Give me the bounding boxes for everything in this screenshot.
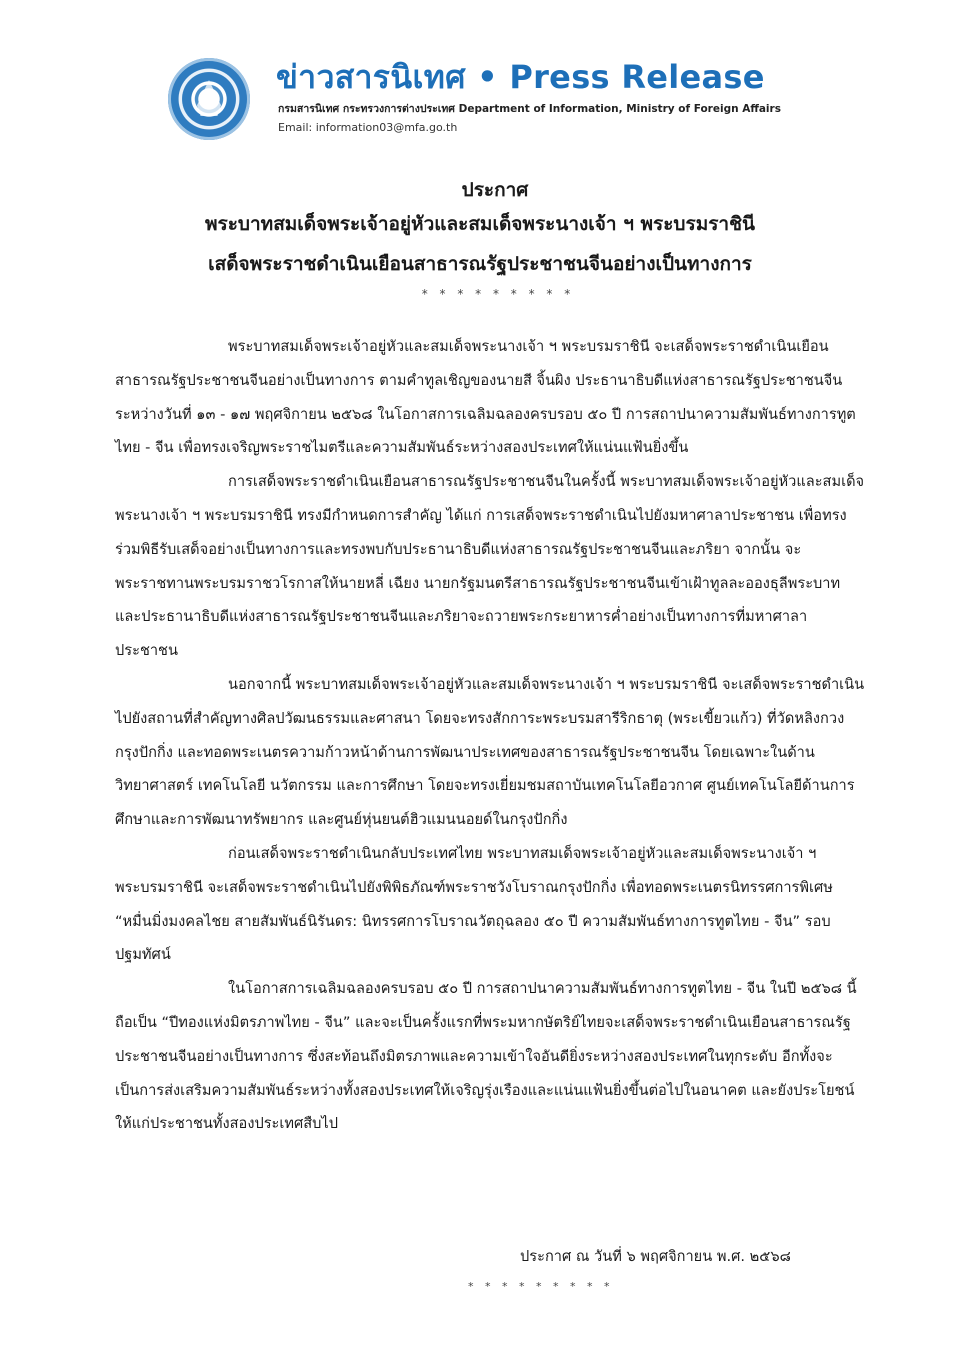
announcement-date: ประกาศ ณ วันที่ ๖ พฤศจิกายน พ.ศ. ๒๕๖๘ (520, 1248, 791, 1265)
mfa-seal-icon (168, 58, 250, 140)
paragraph: ก่อนเสด็จพระราชดำเนินกลับประเทศไทย พระบาทสมเด็จพระเจ้าอยู่หัวและสมเด็จพระนางเจ้า ฯ พระบรมราชินี จะเสด็จพระราชดำเนินไปยังพิพิธภัณฑ์พระราชวังโบราณกรุงปักกิ่ง เพื่อทอดพระเนตรนิทรรศการพิเศษ “หมื่นมิ่งมงคลไชย สายสัมพันธ์นิรันดร: นิทรรศการโบราณวัตถุฉลอง ๕๐ ปี ความสัมพันธ์ทางการทูตไทย - จีน” รอบปฐมทัศน์ (115, 844, 833, 964)
letterhead (168, 52, 868, 147)
document-heading (0, 176, 960, 304)
paragraph: การเสด็จพระราชดำเนินเยือนสาธารณรัฐประชาชนจีนในครั้งนี้ พระบาทสมเด็จพระเจ้าอยู่หัวและสมเด็จพระนางเจ้า ฯ พระบรมราชินี ทรงมีกำหนดการสำคัญ ได้แก่ การเสด็จพระราชดำเนินไปยังมหาศาลาประชาชน เพื่อทรงร่วมพิธีรับเสด็จอย่างเป็นทางการและทรงพบกับประธานาธิบดีแห่งสาธารณรัฐประชาชนจีนและภริยา จากนั้น จะพระราชทานพระบรมราชวโรกาสให้นายหลี่ เฉียง นายกรัฐมนตรีสาธารณรัฐประชาชนจีนเข้าเฝ้าทูลละอองธุลีพระบาท และประธานาธิบดีแห่งสาธารณรัฐประชาชนจีนและภริยาจะถวายพระกระยาหารค่ำอย่างเป็นทางการที่มหาศาลาประชาชน (115, 473, 865, 660)
paragraph: พระบาทสมเด็จพระเจ้าอยู่หัวและสมเด็จพระนางเจ้า ฯ พระบรมราชินี จะเสด็จพระราชดำเนินเยือนสาธารณรัฐประชาชนจีนอย่างเป็นทางการ ตามคำทูลเชิญของนายสี จิ้นผิง ประธานาธิบดีแห่งสาธารณรัฐประชาชนจีน ระหว่างวันที่ ๑๓ - ๑๗ พฤศจิกายน ๒๕๖๘ ในโอกาสการเฉลิมฉลองครบรอบ ๕๐ ปี การสถาปนาความสัมพันธ์ทางการทูตไทย - จีน เพื่อทรงเจริญพระราชไมตรีและความสัมพันธ์ระหว่างสองประเทศให้แน่นแฟ้นยิ่งขึ้น (115, 338, 856, 457)
heading-separator: * * * * * * * * * (421, 287, 575, 301)
paragraph: นอกจากนี้ พระบาทสมเด็จพระเจ้าอยู่หัวและสมเด็จพระนางเจ้า ฯ พระบรมราชินี จะเสด็จพระราชดำเนินไปยังสถานที่สำคัญทางศิลปวัฒนธรรมและศาสนา โดยจะทรงสักการะพระบรมสารีริกธาตุ (พระเขี้ยวแก้ว) ที่วัดหลิงกวง กรุงปักกิ่ง และทอดพระเนตรความก้าวหน้าด้านการพัฒนาประเทศของสาธารณรัฐประชาชนจีน โดยเฉพาะในด้านวิทยาศาสตร์ เทคโนโลยี นวัตกรรม และการศึกษา โดยจะทรงเยี่ยมชมสถาบันเทคโนโลยีอวกาศ ศูนย์เทคโนโลยีด้านการศึกษาและการพัฒนาทรัพยากร และศูนย์หุ่นยนต์ฮิวแมนนอยด์ในกรุงปักกิ่ง (115, 675, 865, 829)
press-release-body (115, 330, 870, 1141)
paragraph: ในโอกาสการเฉลิมฉลองครบรอบ ๕๐ ปี การสถาปนาความสัมพันธ์ทางการทูตไทย - จีน ในปี ๒๕๖๘ นี้ ถือเป็น “ปีทองแห่งมิตรภาพไทย - จีน” และจะเป็นครั้งแรกที่พระมหากษัตริย์ไทยจะเสด็จพระราชดำเนินเยือนสาธารณรัฐประชาชนจีนอย่างเป็นทางการ ซึ่งสะท้อนถึงมิตรภาพและความเข้าใจอันดียิ่งระหว่างสองประเทศในทุกระดับ อีกทั้งจะเป็นการส่งเสริมความสัมพันธ์ระหว่างทั้งสองประเทศให้เจริญรุ่งเรืองและแน่นแฟ้นยิ่งขึ้นต่อไปในอนาคต และยังประโยชน์ให้แก่ประชาชนทั้งสองประเทศสืบไป (115, 980, 857, 1133)
headline-line-2: เสด็จพระราชดำเนินเยือนสาธารณรัฐประชาชนจีนอย่างเป็นทางการ (208, 253, 752, 275)
contact-email: Email: information03@mfa.go.th (278, 121, 458, 134)
footer-separator: * * * * * * * * * (468, 1280, 614, 1293)
masthead-title: ข่าวสารนิเทศ • Press Release (276, 58, 765, 96)
department-line: กรมสารนิเทศ กระทรวงการต่างประเทศ Department of Information, Ministry of Foreign Affairs (278, 103, 781, 115)
announcement-label: ประกาศ (461, 179, 529, 201)
headline-line-1: พระบาทสมเด็จพระเจ้าอยู่หัวและสมเด็จพระนางเจ้า ฯ พระบรมราชินี (205, 213, 755, 235)
